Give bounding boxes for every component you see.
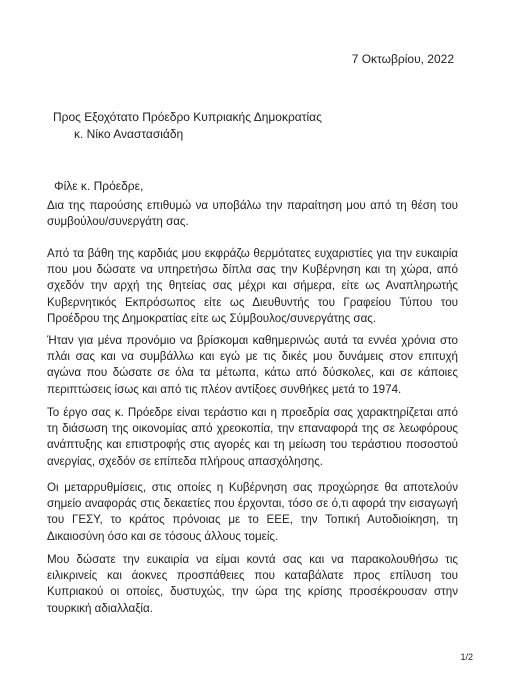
paragraph-gratitude: Από τα βάθη της καρδιάς μου εκφράζω θερμότατες ευχαριστίες για την ευκαιρία που μου δώσατε να υπηρετήσω δίπλα σας την Κυβέρνηση και τη χώρα, από σχεδόν την αρχή της θητείας σας μέχρι και σήμερα, είτε ως Αναπληρωτής Κυβερνητικός Εκπρόσωπος είτε ως Διευθυντής του Γραφείου Τύπου του Προέδρου της Δημοκρατίας είτε ως Σύμβουλος/συνεργάτης σας.	[47, 247, 458, 325]
letter-date: 7 Οκτωβρίου, 2022	[351, 52, 454, 66]
recipient-title: Προς Εξοχότατο Πρόεδρο Κυπριακής Δημοκρατίας	[53, 110, 322, 124]
page-number: 1/2	[460, 652, 473, 662]
paragraph-resignation: Δια της παρούσης επιθυμώ να υποβάλω την παραίτηση μου από τη θέση του συμβούλου/συνεργάτη σας.	[47, 199, 458, 229]
paragraph-economy: Το έργο σας κ. Πρόεδρε είναι τεράστιο και η προεδρία σας χαρακτηρίζεται από τη διάσωση της οικονομίας από χρεοκοπία, την επαναφορά της σε λεωφόρους ανάπτυξης και επιστροφής στις αγορές και τη μείωση του τεράστιου ποσοστού ανεργίας, σχεδόν σε επίπεδα πλήρους απασχόλησης.	[47, 406, 458, 468]
paragraph-reforms: Οι μεταρρυθμίσεις, στις οποίες η Κυβέρνηση σας προχώρησε θα αποτελούν σημείο αναφοράς στις δεκαετίες που έρχονται, τόσο σε ό,τι αφορά την εισαγωγή του ΓΕΣΥ, το κράτος πρόνοιας με το ΕΕΕ, την Τοπική Αυτοδιοίκηση, τη Δικαιοσύνη όσο και σε τόσους άλλους τομείς.	[47, 481, 458, 543]
paragraph-cyprus-problem: Μου δώσατε την ευκαιρία να είμαι κοντά σας και να παρακολουθήσω τις ειλικρινείς και άοκνες προσπάθειες που καταβάλατε προς επίλυση του Κυπριακού οι οποίες, δυστυχώς, την ώρα της κρίσης προσέκρουσαν στην τουρκική αδιαλλαξία.	[47, 553, 458, 615]
recipient-name: κ. Νίκο Αναστασιάδη	[74, 127, 184, 141]
salutation: Φίλε κ. Πρόεδρε,	[54, 179, 144, 193]
paragraph-privilege: Ήταν για μένα προνόμιο να βρίσκομαι καθημερινώς αυτά τα εννέα χρόνια στο πλάι σας και να συμβάλλω και εγώ με τις δικές μου δυνάμεις στον επιτυχή αγώνα που δώσατε σε όλα τα μέτωπα, κάτω από δύσκολες, και σε κάποιες περιπτώσεις ίσως και από τις πλέον αντίξοες συνθήκες μετά το 1974.	[47, 334, 458, 396]
